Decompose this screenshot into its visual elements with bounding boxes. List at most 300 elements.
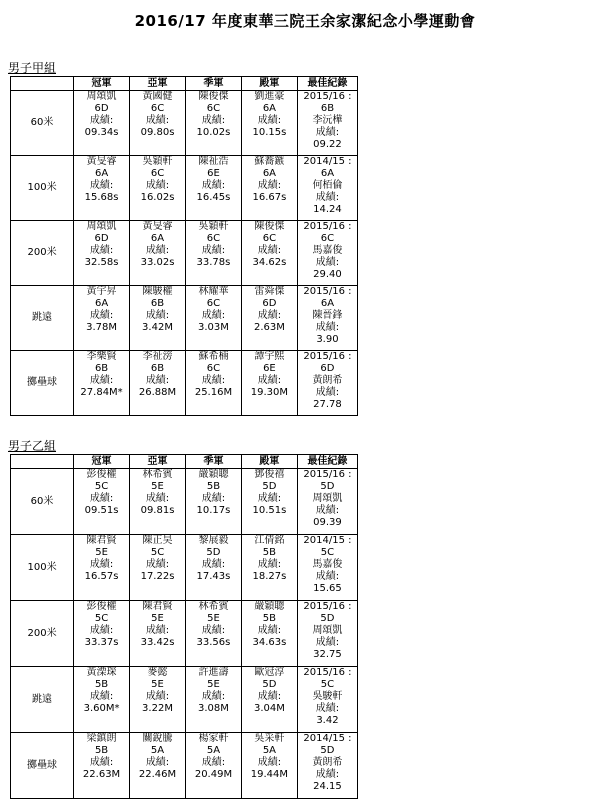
athlete-class: 5B [94,679,109,690]
athlete-name: 黃國健 [142,91,173,102]
athlete-class: 6E [263,363,276,374]
record-score-label: 成績: [315,257,340,268]
table-row [11,535,358,601]
record-cell [297,535,357,601]
score-value: 17.22s [140,571,175,582]
place-cell [74,667,130,733]
score-label: 成績: [201,245,226,256]
place-cell [185,221,241,286]
record-holder: 黃朗希 [312,375,343,386]
record-holder: 周頌凱 [312,625,343,636]
score-value: 09.51s [84,505,119,516]
athlete-name: 陳俊傑 [198,91,229,102]
athlete-class: 5C [94,613,109,624]
record-score-label: 成績: [315,322,340,333]
athlete-name: 歐冠淳 [254,667,285,678]
place-cell [130,156,186,221]
score-value: 09.81s [140,505,175,516]
score-value: 10.15s [252,127,287,138]
record-year: 2014/15 : [303,535,352,546]
header-blank [11,77,74,91]
score-value: 3.42M [142,322,173,333]
place-cell [241,156,297,221]
record-year: 2015/16 : [303,351,352,362]
place-cell [185,351,241,416]
record-year: 2015/16 : [303,221,352,232]
results-table [10,76,358,416]
score-value: 22.63M [82,769,121,780]
event-name: 100米 [11,535,74,601]
athlete-name: 譚宇熙 [254,351,285,362]
header-row [11,77,358,91]
score-value: 09.80s [140,127,175,138]
athlete-name: 彭俊權 [86,601,117,612]
record-score-label: 成績: [315,571,340,582]
record-holder: 黃朗希 [312,757,343,768]
athlete-class: 6A [94,298,109,309]
athlete-name: 吳穎軒 [198,221,229,232]
record-cell [297,156,357,221]
athlete-name: 劉進豪 [254,91,285,102]
score-label: 成績: [145,493,170,504]
athlete-class: 5E [151,613,164,624]
event-name: 60米 [11,469,74,535]
score-label: 成績: [257,245,282,256]
athlete-class: 6A [262,168,277,179]
score-label: 成績: [145,115,170,126]
table-row [11,667,358,733]
score-value: 32.58s [84,257,119,268]
table-row [11,286,358,351]
event-name: 擲壘球 [11,733,74,799]
record-score-label: 成績: [315,192,340,203]
place-cell [241,351,297,416]
athlete-name: 黎展毅 [198,535,229,546]
score-label: 成績: [257,180,282,191]
place-cell [74,601,130,667]
score-value: 16.57s [84,571,119,582]
athlete-name: 林耀華 [198,286,229,297]
athlete-class: 5B [262,613,277,624]
athlete-name: 許進濤 [198,667,229,678]
score-label: 成績: [257,115,282,126]
score-value: 3.22M [142,703,173,714]
score-value: 33.42s [140,637,175,648]
record-class: 6A [320,298,335,309]
place-cell [241,733,297,799]
score-value: 16.67s [252,192,287,203]
score-label: 成績: [145,245,170,256]
athlete-name: 嚴穎聰 [198,469,229,480]
record-cell [297,91,357,156]
record-score: 09.39 [313,517,342,528]
score-value: 3.08M [198,703,229,714]
place-cell [130,286,186,351]
score-label: 成績: [89,691,114,702]
score-label: 成績: [257,493,282,504]
score-label: 成績: [257,625,282,636]
athlete-name: 黃溧琛 [86,667,117,678]
athlete-name: 林希賓 [142,469,173,480]
record-cell [297,286,357,351]
athlete-name: 陳俊傑 [254,221,285,232]
athlete-class: 6A [150,233,165,244]
athlete-class: 6C [206,233,221,244]
athlete-class: 5B [262,547,277,558]
score-label: 成績: [257,757,282,768]
record-holder: 陳晉鋒 [312,310,343,321]
record-score-label: 成績: [315,387,340,398]
athlete-class: 6A [262,103,277,114]
score-value: 16.45s [196,192,231,203]
place-cell [185,156,241,221]
record-holder: 馬嘉俊 [312,559,343,570]
score-label: 成績: [89,115,114,126]
place-cell [74,469,130,535]
score-label: 成績: [145,559,170,570]
column-header: 亞軍 [130,77,186,91]
score-label: 成績: [201,757,226,768]
score-value: 19.30M [250,387,289,398]
place-cell [241,91,297,156]
record-year: 2015/16 : [303,91,352,102]
record-score-label: 成績: [315,505,340,516]
place-cell [241,667,297,733]
athlete-name: 麥懿 [147,667,168,678]
place-cell [74,535,130,601]
score-label: 成績: [89,245,114,256]
score-label: 成績: [201,559,226,570]
score-label: 成績: [89,757,114,768]
score-label: 成績: [257,375,282,386]
results-table [10,454,358,799]
athlete-class: 5B [94,745,109,756]
score-label: 成績: [201,375,226,386]
section-label: 男子甲組 [8,61,57,75]
athlete-class: 5E [151,679,164,690]
athlete-class: 5E [95,547,108,558]
athlete-class: 5D [262,679,277,690]
athlete-class: 5E [207,679,220,690]
record-class: 5C [320,679,335,690]
record-score: 09.22 [313,139,342,150]
athlete-name: 吳采軒 [254,733,285,744]
place-cell [74,156,130,221]
score-value: 10.17s [196,505,231,516]
place-cell [130,601,186,667]
place-cell [241,286,297,351]
column-header: 冠軍 [74,455,130,469]
record-year: 2015/16 : [303,286,352,297]
place-cell [185,91,241,156]
record-cell [297,221,357,286]
athlete-name: 周頌凱 [86,221,117,232]
record-cell [297,351,357,416]
record-year: 2014/15 : [303,156,352,167]
column-header: 最佳紀錄 [297,455,357,469]
event-name: 跳遠 [11,667,74,733]
score-label: 成績: [145,691,170,702]
athlete-class: 5E [207,613,220,624]
record-year: 2015/16 : [303,601,352,612]
score-label: 成績: [201,180,226,191]
table-row [11,601,358,667]
section-boys-b [8,439,358,799]
column-header: 最佳紀錄 [297,77,357,91]
record-year: 2015/16 : [303,469,352,480]
table-row [11,91,358,156]
athlete-name: 黃旻睿 [142,221,173,232]
athlete-name: 吳穎軒 [142,156,173,167]
record-cell [297,469,357,535]
athlete-class: 6D [262,298,277,309]
score-value: 34.63s [252,637,287,648]
place-cell [130,469,186,535]
athlete-class: 6D [94,103,109,114]
athlete-name: 林希賓 [198,601,229,612]
athlete-class: 6C [206,298,221,309]
header-row [11,455,358,469]
place-cell [241,469,297,535]
table-row [11,156,358,221]
event-name: 60米 [11,91,74,156]
score-value: 3.78M [86,322,117,333]
score-value: 33.02s [140,257,175,268]
score-label: 成績: [257,559,282,570]
place-cell [74,286,130,351]
record-class: 6D [320,363,335,374]
athlete-class: 6A [94,168,109,179]
athlete-name: 關銳騰 [142,733,173,744]
athlete-name: 雷舜傑 [254,286,285,297]
athlete-class: 5C [94,481,109,492]
record-score: 15.65 [313,583,342,594]
score-label: 成績: [89,375,114,386]
athlete-class: 6B [94,363,109,374]
column-header: 冠軍 [74,77,130,91]
table-row [11,221,358,286]
score-label: 成績: [201,691,226,702]
place-cell [185,469,241,535]
score-value: 3.04M [253,703,285,714]
record-class: 6C [320,233,335,244]
score-value: 09.34s [84,127,119,138]
event-name: 擲壘球 [11,351,74,416]
score-value: 17.43s [196,571,231,582]
score-label: 成績: [89,559,114,570]
score-value: 10.51s [252,505,287,516]
record-holder: 馬嘉俊 [312,245,343,256]
column-header: 殿軍 [241,77,297,91]
record-holder: 李沅樺 [312,115,343,126]
score-value: 27.84M* [80,387,123,398]
athlete-class: 5E [151,481,164,492]
athlete-name: 陳君賢 [142,601,173,612]
record-score: 29.40 [313,269,342,280]
score-value: 33.56s [196,637,231,648]
athlete-name: 黃宇昇 [86,286,117,297]
score-value: 33.78s [196,257,231,268]
record-score-label: 成績: [315,703,340,714]
athlete-name: 彭俊權 [86,469,117,480]
column-header: 殿軍 [241,455,297,469]
place-cell [241,221,297,286]
score-label: 成績: [145,310,170,321]
record-score: 3.42 [316,715,339,726]
athlete-name: 嚴穎聰 [254,601,285,612]
event-name: 100米 [11,156,74,221]
athlete-name: 李祉滂 [142,351,173,362]
record-class: 6B [320,103,335,114]
record-score-label: 成績: [315,127,340,138]
column-header: 亞軍 [130,455,186,469]
athlete-name: 江倩銘 [254,535,285,546]
athlete-name: 周頌凱 [86,91,117,102]
athlete-name: 蘇希楠 [198,351,229,362]
record-holder: 周頌凱 [312,493,343,504]
athlete-name: 黃旻睿 [86,156,117,167]
place-cell [74,221,130,286]
athlete-class: 6E [207,168,220,179]
score-value: 19.44M [250,769,289,780]
athlete-class: 5D [262,481,277,492]
athlete-class: 5D [206,547,221,558]
page-title: 2016/17 年度東華三院王余家潔紀念小學運動會 [134,12,476,30]
score-label: 成績: [89,625,114,636]
athlete-name: 李樂賢 [86,351,117,362]
athlete-name: 陳君賢 [86,535,117,546]
athlete-class: 5A [262,745,277,756]
place-cell [241,535,297,601]
score-value: 15.68s [84,192,119,203]
athlete-class: 6C [150,168,165,179]
column-header: 季軍 [185,455,241,469]
record-holder: 何栢倫 [312,180,343,191]
record-cell [297,601,357,667]
score-value: 34.62s [252,257,287,268]
section-label: 男子乙組 [8,439,57,453]
score-label: 成績: [145,180,170,191]
record-class: 6A [320,168,335,179]
record-class: 5C [320,547,335,558]
score-label: 成績: [89,493,114,504]
score-label: 成績: [201,493,226,504]
score-label: 成績: [89,310,114,321]
record-score: 24.15 [313,781,342,792]
place-cell [74,351,130,416]
record-score: 32.75 [313,649,342,660]
athlete-name: 陳駿權 [142,286,173,297]
record-year: 2014/15 : [303,733,352,744]
score-value: 20.49M [194,769,233,780]
column-header: 季軍 [185,77,241,91]
event-name: 跳遠 [11,286,74,351]
athlete-class: 6C [150,103,165,114]
place-cell [241,601,297,667]
place-cell [185,535,241,601]
place-cell [130,351,186,416]
record-score-label: 成績: [315,769,340,780]
athlete-class: 5A [150,745,165,756]
table-row [11,351,358,416]
score-value: 16.02s [140,192,175,203]
record-holder: 吳駿軒 [312,691,343,702]
score-label: 成績: [89,180,114,191]
event-name: 200米 [11,221,74,286]
score-label: 成績: [145,757,170,768]
score-label: 成績: [201,625,226,636]
score-label: 成績: [145,375,170,386]
score-value: 26.88M [138,387,177,398]
athlete-class: 5B [206,481,221,492]
event-name: 200米 [11,601,74,667]
place-cell [130,91,186,156]
header-blank [11,455,74,469]
record-score: 3.90 [316,334,339,345]
place-cell [130,667,186,733]
athlete-class: 6C [262,233,277,244]
score-label: 成績: [201,310,226,321]
athlete-name: 梁鎮朗 [86,733,117,744]
athlete-name: 鄧俊禧 [254,469,285,480]
score-value: 22.46M [138,769,177,780]
score-value: 3.60M* [83,703,120,714]
athlete-class: 6B [150,363,165,374]
score-label: 成績: [201,115,226,126]
athlete-class: 5A [206,745,221,756]
record-cell [297,733,357,799]
athlete-class: 6C [206,103,221,114]
score-label: 成績: [145,625,170,636]
score-label: 成績: [257,691,282,702]
score-label: 成績: [257,310,282,321]
record-score-label: 成績: [315,637,340,648]
section-boys-a [8,61,358,416]
record-year: 2015/16 : [303,667,352,678]
score-value: 25.16M [194,387,233,398]
place-cell [185,286,241,351]
place-cell [130,535,186,601]
athlete-name: 楊家軒 [198,733,229,744]
athlete-class: 6B [150,298,165,309]
place-cell [130,221,186,286]
athlete-name: 陳祉浩 [198,156,229,167]
score-value: 2.63M [253,322,285,333]
table-row [11,469,358,535]
place-cell [185,601,241,667]
score-value: 33.37s [84,637,119,648]
record-class: 5D [320,745,335,756]
record-class: 5D [320,613,335,624]
record-score: 14.24 [313,204,342,215]
place-cell [185,733,241,799]
athlete-name: 陳正昊 [142,535,173,546]
athlete-class: 6C [206,363,221,374]
score-value: 3.03M [198,322,229,333]
score-value: 10.02s [196,127,231,138]
place-cell [130,733,186,799]
place-cell [74,91,130,156]
record-score: 27.78 [313,399,342,410]
score-value: 18.27s [252,571,287,582]
place-cell [74,733,130,799]
table-row [11,733,358,799]
athlete-name: 蘇蕎鏃 [254,156,285,167]
record-class: 5D [320,481,335,492]
record-cell [297,667,357,733]
athlete-class: 5C [150,547,165,558]
athlete-class: 6D [94,233,109,244]
